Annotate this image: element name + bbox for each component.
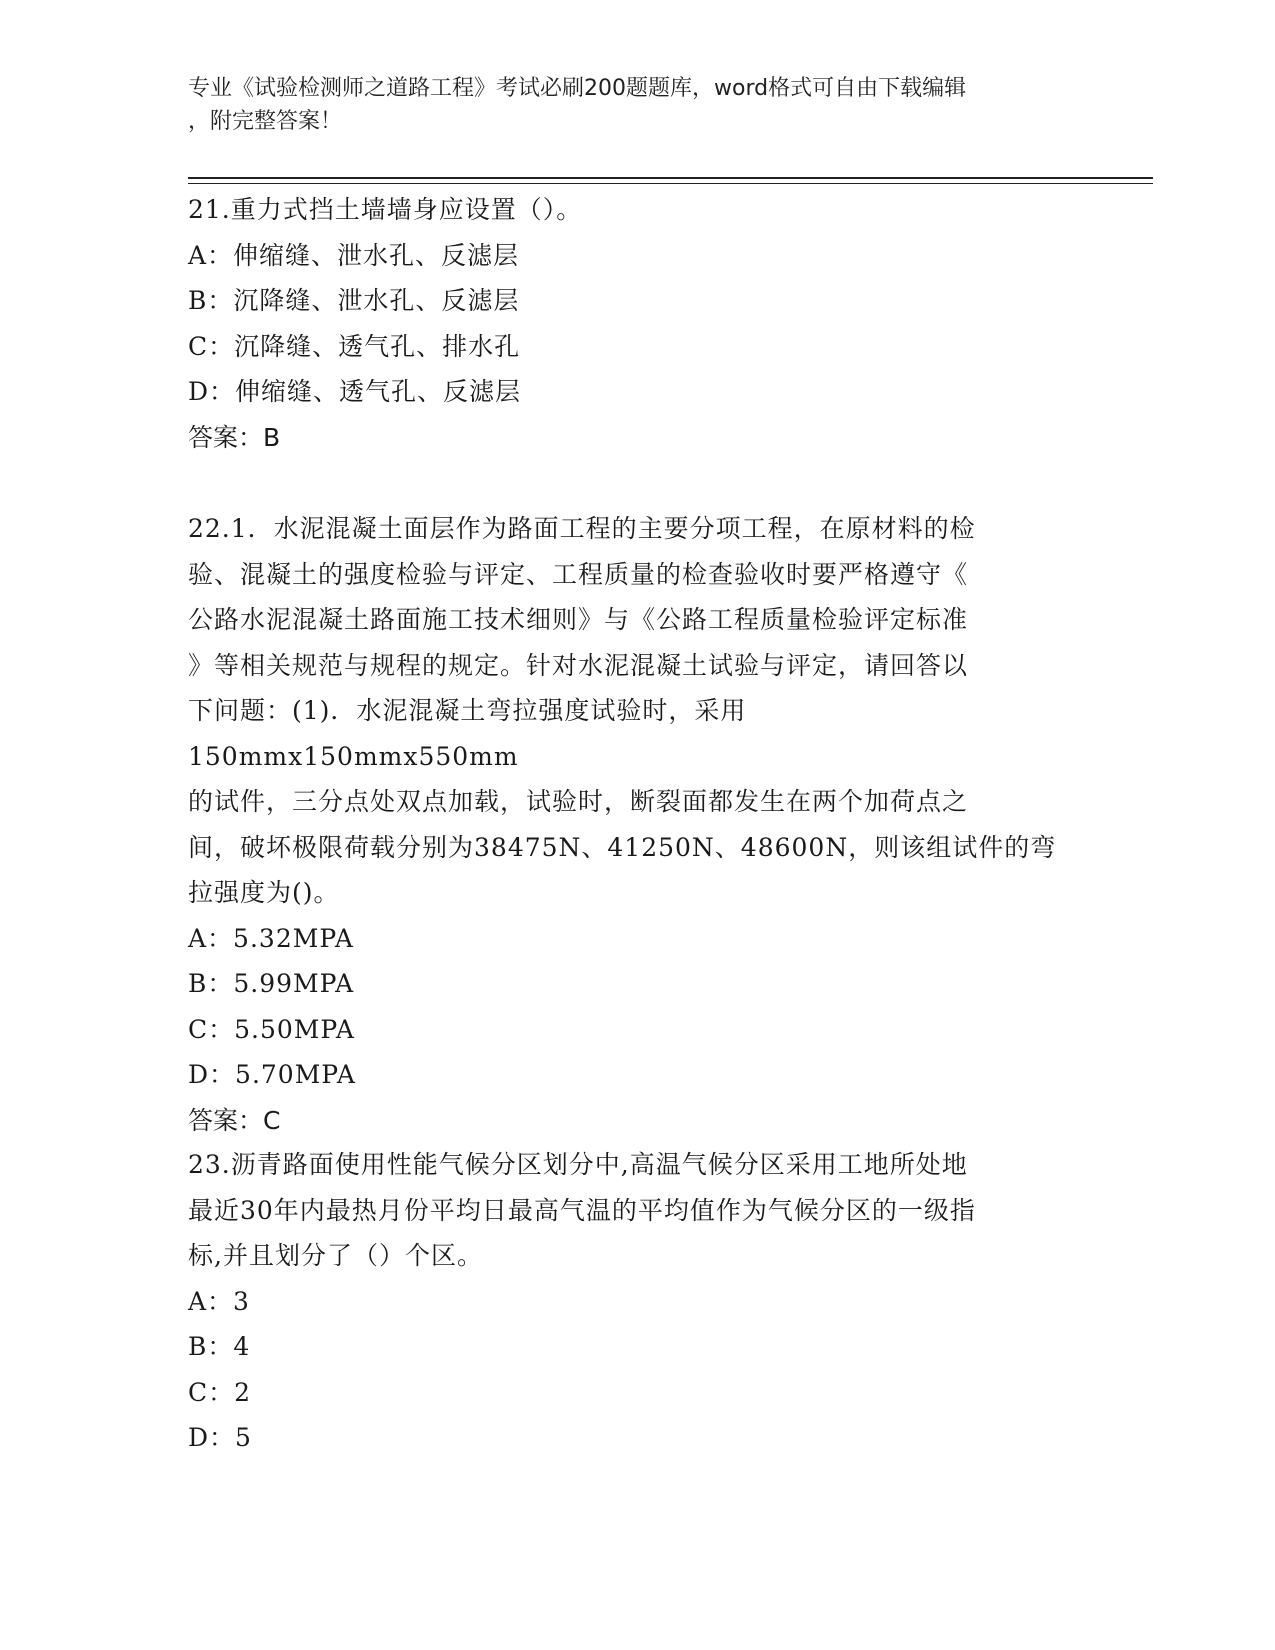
question-stem: 21.重力式挡土墙墙身应设置（）。 — [188, 195, 583, 224]
question-stem-line: 拉强度为()。 — [188, 878, 340, 907]
option-d: D：5 — [188, 1423, 252, 1452]
option-c: C：沉降缝、透气孔、排水孔 — [188, 331, 521, 361]
header-intro-line-2: ，附完整答案！ — [188, 109, 343, 134]
question-22 — [188, 506, 1068, 1143]
question-23 — [188, 1142, 1068, 1461]
option-d: D：伸缩缝、透气孔、反滤层 — [188, 377, 522, 406]
question-stem-line: 的试件，三分点处双点加载，试验时，断裂面都发生在两个加荷点之 — [188, 787, 969, 816]
header-intro-line-1: 专业《试验检测师之道路工程》考试必刷200题题库，word格式可自由下载编辑 — [188, 76, 967, 101]
question-21 — [188, 187, 1068, 460]
option-b: B：沉降缝、泄水孔、反滤层 — [188, 286, 520, 315]
option-a: A：3 — [188, 1286, 250, 1316]
question-stem-line: 22.1．水泥混凝土面层作为路面工程的主要分项工程，在原材料的检 — [188, 514, 976, 543]
option-a: A：5.32MPA — [188, 923, 354, 953]
question-stem-line: 下问题：(1)．水泥混凝土弯拉强度试验时，采用150mmx150mmx550mm — [188, 696, 747, 771]
question-stem-line: 验、混凝土的强度检验与评定、工程质量的检查验收时要严格遵守《 — [188, 559, 969, 589]
option-c: C：2 — [188, 1377, 252, 1407]
answer-label: 答案：B — [188, 422, 281, 452]
option-b: B：5.99MPA — [188, 969, 355, 998]
document-header — [188, 72, 1068, 138]
question-stem-line: 最近30年内最热月份平均日最高气温的平均值作为气候分区的一级指 — [188, 1195, 976, 1225]
option-a: A：伸缩缝、泄水孔、反滤层 — [188, 240, 520, 270]
header-divider-thin — [188, 183, 1153, 184]
question-stem-line: 公路水泥混凝土路面施工技术细则》与《公路工程质量检验评定标准 — [188, 605, 969, 634]
option-b: B：4 — [188, 1332, 251, 1361]
option-d: D：5.70MPA — [188, 1060, 356, 1089]
question-stem-line: 23.沥青路面使用性能气候分区划分中,高温气候分区采用工地所处地 — [188, 1150, 968, 1179]
option-c: C：5.50MPA — [188, 1014, 355, 1044]
answer-label: 答案：C — [188, 1105, 281, 1135]
header-divider-thick — [188, 177, 1153, 179]
question-stem-line: 》等相关规范与规程的规定。针对水泥混凝土试验与评定，请回答以 — [188, 650, 969, 680]
question-stem-line: 标,并且划分了（）个区。 — [188, 1241, 483, 1270]
question-stem-line: 间，破坏极限荷载分别为38475N、41250N、48600N，则该组试件的弯 — [188, 832, 1057, 862]
